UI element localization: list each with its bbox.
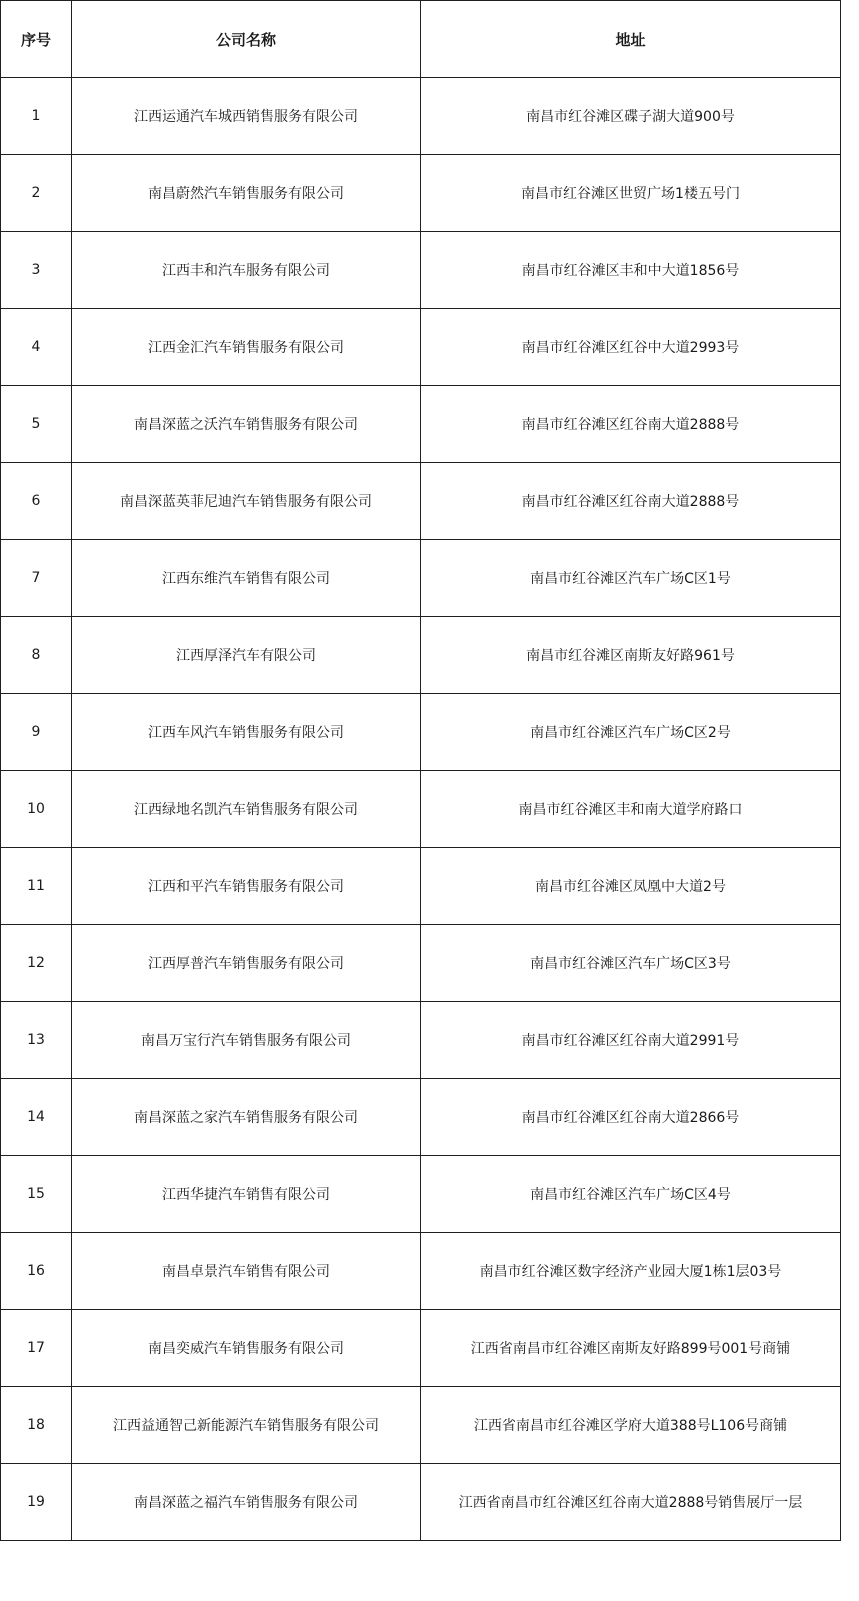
cell-index: 1	[1, 78, 72, 155]
cell-company-name: 南昌万宝行汽车销售服务有限公司	[72, 1002, 421, 1079]
cell-index: 5	[1, 386, 72, 463]
cell-index: 19	[1, 1464, 72, 1541]
cell-index: 8	[1, 617, 72, 694]
cell-company-name: 江西益通智己新能源汽车销售服务有限公司	[72, 1387, 421, 1464]
table-row	[1, 925, 841, 1002]
cell-index: 11	[1, 848, 72, 925]
header-address: 地址	[421, 1, 841, 78]
cell-company-name: 江西车风汽车销售服务有限公司	[72, 694, 421, 771]
cell-address: 江西省南昌市红谷滩区南斯友好路899号001号商铺	[421, 1310, 841, 1387]
cell-address: 南昌市红谷滩区红谷南大道2888号	[421, 463, 841, 540]
cell-index: 17	[1, 1310, 72, 1387]
table-row	[1, 1002, 841, 1079]
cell-address: 南昌市红谷滩区红谷南大道2991号	[421, 1002, 841, 1079]
cell-address: 南昌市红谷滩区红谷南大道2888号	[421, 386, 841, 463]
header-company-name: 公司名称	[72, 1, 421, 78]
table-row	[1, 155, 841, 232]
cell-index: 6	[1, 463, 72, 540]
table-row	[1, 1156, 841, 1233]
table-row	[1, 617, 841, 694]
table-row	[1, 1310, 841, 1387]
cell-address: 南昌市红谷滩区丰和中大道1856号	[421, 232, 841, 309]
cell-address: 南昌市红谷滩区汽车广场C区4号	[421, 1156, 841, 1233]
table-row	[1, 386, 841, 463]
table-header-row	[1, 1, 841, 78]
cell-company-name: 江西金汇汽车销售服务有限公司	[72, 309, 421, 386]
cell-company-name: 江西厚普汽车销售服务有限公司	[72, 925, 421, 1002]
table-row	[1, 694, 841, 771]
cell-index: 15	[1, 1156, 72, 1233]
cell-index: 4	[1, 309, 72, 386]
cell-address: 南昌市红谷滩区汽车广场C区2号	[421, 694, 841, 771]
cell-address: 南昌市红谷滩区红谷中大道2993号	[421, 309, 841, 386]
cell-address: 南昌市红谷滩区世贸广场1楼五号门	[421, 155, 841, 232]
cell-index: 13	[1, 1002, 72, 1079]
cell-address: 南昌市红谷滩区碟子湖大道900号	[421, 78, 841, 155]
cell-company-name: 江西丰和汽车服务有限公司	[72, 232, 421, 309]
cell-address: 南昌市红谷滩区汽车广场C区1号	[421, 540, 841, 617]
cell-address: 南昌市红谷滩区红谷南大道2866号	[421, 1079, 841, 1156]
table-row	[1, 1233, 841, 1310]
cell-index: 9	[1, 694, 72, 771]
cell-address: 南昌市红谷滩区丰和南大道学府路口	[421, 771, 841, 848]
cell-company-name: 南昌蔚然汽车销售服务有限公司	[72, 155, 421, 232]
cell-company-name: 江西运通汽车城西销售服务有限公司	[72, 78, 421, 155]
cell-index: 7	[1, 540, 72, 617]
cell-company-name: 江西绿地名凯汽车销售服务有限公司	[72, 771, 421, 848]
table-body	[1, 78, 841, 1541]
cell-address: 江西省南昌市红谷滩区红谷南大道2888号销售展厅一层	[421, 1464, 841, 1541]
cell-index: 12	[1, 925, 72, 1002]
header-index: 序号	[1, 1, 72, 78]
table-row	[1, 771, 841, 848]
cell-address: 南昌市红谷滩区数字经济产业园大厦1栋1层03号	[421, 1233, 841, 1310]
cell-index: 18	[1, 1387, 72, 1464]
cell-address: 南昌市红谷滩区南斯友好路961号	[421, 617, 841, 694]
cell-company-name: 南昌奕威汽车销售服务有限公司	[72, 1310, 421, 1387]
table-row	[1, 463, 841, 540]
cell-index: 3	[1, 232, 72, 309]
table-row	[1, 1387, 841, 1464]
cell-index: 2	[1, 155, 72, 232]
cell-index: 14	[1, 1079, 72, 1156]
table-row	[1, 78, 841, 155]
cell-index: 16	[1, 1233, 72, 1310]
table-row	[1, 540, 841, 617]
cell-company-name: 南昌深蓝之家汽车销售服务有限公司	[72, 1079, 421, 1156]
cell-company-name: 江西华捷汽车销售有限公司	[72, 1156, 421, 1233]
cell-address: 南昌市红谷滩区汽车广场C区3号	[421, 925, 841, 1002]
cell-company-name: 南昌深蓝英菲尼迪汽车销售服务有限公司	[72, 463, 421, 540]
table-row	[1, 848, 841, 925]
table-row	[1, 309, 841, 386]
table-row	[1, 1079, 841, 1156]
cell-company-name: 南昌深蓝之沃汽车销售服务有限公司	[72, 386, 421, 463]
table-row	[1, 232, 841, 309]
cell-index: 10	[1, 771, 72, 848]
cell-company-name: 江西东维汽车销售有限公司	[72, 540, 421, 617]
table-row	[1, 1464, 841, 1541]
cell-company-name: 南昌深蓝之福汽车销售服务有限公司	[72, 1464, 421, 1541]
cell-company-name: 江西和平汽车销售服务有限公司	[72, 848, 421, 925]
cell-company-name: 南昌卓景汽车销售有限公司	[72, 1233, 421, 1310]
cell-address: 南昌市红谷滩区凤凰中大道2号	[421, 848, 841, 925]
cell-address: 江西省南昌市红谷滩区学府大道388号L106号商铺	[421, 1387, 841, 1464]
cell-company-name: 江西厚泽汽车有限公司	[72, 617, 421, 694]
